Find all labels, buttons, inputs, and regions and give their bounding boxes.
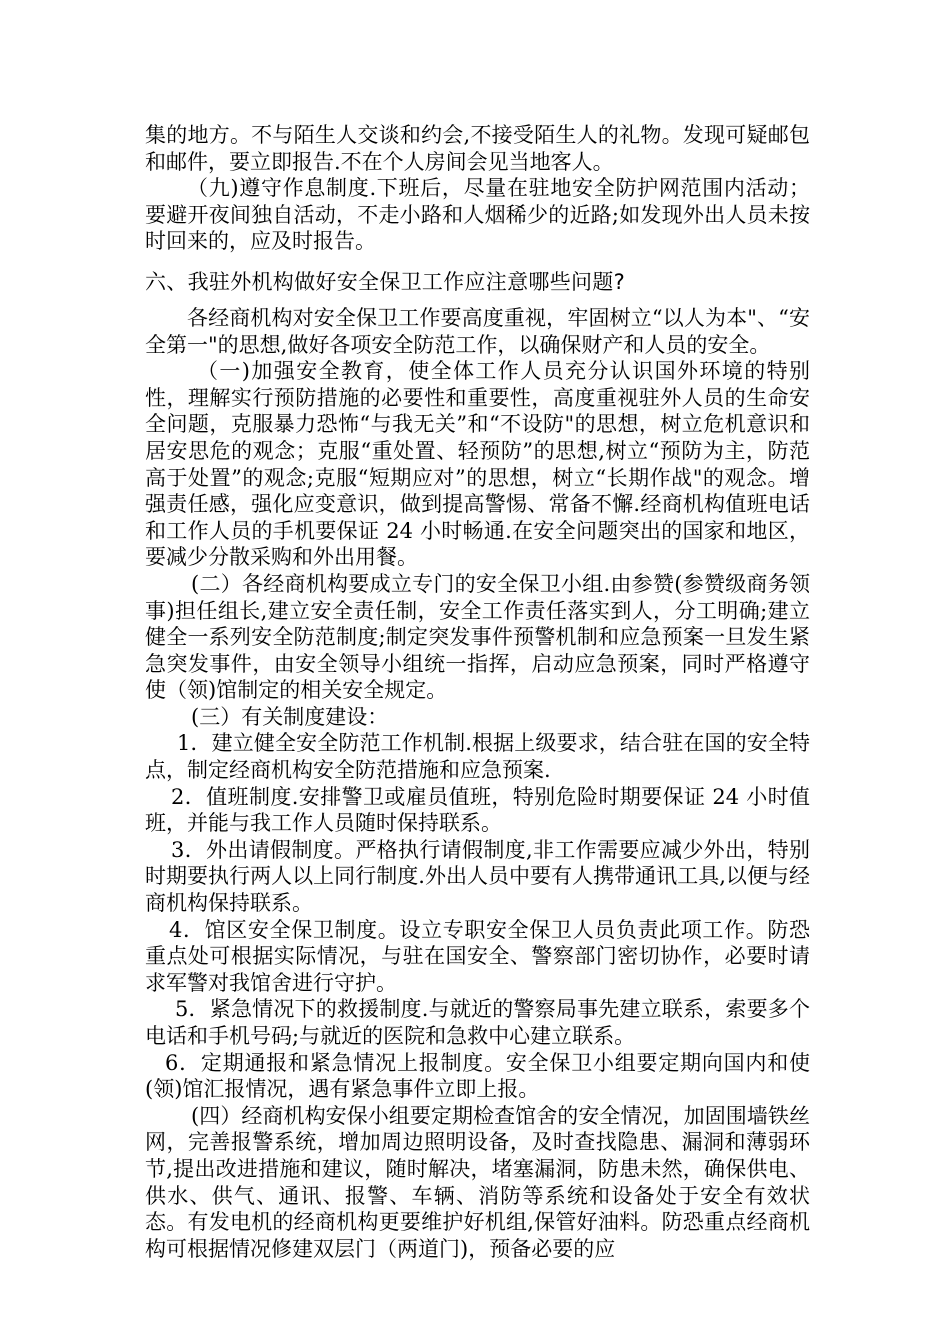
paragraph-sub-4: 4．馆区安全保卫制度。设立专职安全保卫人员负责此项工作。防恐重点处可根据实际情况，与驻在国安全、警察部门密切协作，必要时请求军警对我馆舍进行守护。 xyxy=(145,917,810,995)
document-body xyxy=(145,122,810,1262)
paragraph-item-4: (四）经商机构安保小组要定期检查馆舍的安全情况，加固围墙铁丝网，完善报警系统，增加周边照明设备，及时查找隐患、漏洞和薄弱环节,提出改进措施和建议，随时解决，堵塞漏洞，防患未然，确保供电、供水、供气、通讯、报警、车辆、消防等系统和设备处于安全有效状态。有发电机的经商机构更要维护好机组,保管好油料。防恐重点经商机构可根据情况修建双层门（两道门)，预备必要的应 xyxy=(145,1103,810,1261)
paragraph-item-2: (二）各经商机构要成立专门的安全保卫小组.由参赞(参赞级商务领事)担任组长,建立安全责任制，安全工作责任落实到人，分工明确;建立健全一系列安全防范制度;制定突发事件预警机制和应急预案一旦发生紧急突发事件，由安全领导小组统一指挥，启动应急预案，同时严格遵守使（领)馆制定的相关安全规定。 xyxy=(145,571,810,703)
paragraph-item-3-title: (三）有关制度建设： xyxy=(191,704,389,729)
paragraph-item-9: （九)遵守作息制度.下班后，尽量在驻地安全防护网范围内活动；要避开夜间独自活动，不走小路和人烟稀少的近路;如发现外出人员未按时回来的，应及时报告。 xyxy=(145,176,810,254)
section-heading-6: 六、我驻外机构做好安全保卫工作应注意哪些问题? xyxy=(145,269,626,294)
paragraph-continued-8: 集的地方。不与陌生人交谈和约会,不接受陌生人的礼物。发现可疑邮包和邮件，要立即报告.不在个人房间会见当地客人。 xyxy=(145,123,810,174)
paragraph-item-1: （一)加强安全教育，使全体工作人员充分认识国外环境的特别性，理解实行预防措施的必要性和重要性，高度重视驻外人员的生命安全问题，克服暴力恐怖“与我无关”和“不设防"的思想，树立危机意识和居安思危的观念；克服“重处置、轻预防”的思想,树立“预防为主，防范高于处置”的观念;克服“短期应对”的思想，树立“长期作战"的观念。增强责任感，强化应变意识，做到提高警惕、常备不懈.经商机构值班电话和工作人员的手机要保证 24 小时畅通.在安全问题突出的国家和地区，要减少分散采购和外出用餐。 xyxy=(145,359,810,570)
paragraph-intro: 各经商机构对安全保卫工作要高度重视，牢固树立“以人为本"、“安全第一"的思想,做好各项安全防范工作，以确保财产和人员的安全。 xyxy=(145,305,810,357)
paragraph-sub-1: 1．建立健全安全防范工作机制.根据上级要求，结合驻在国的安全特点，制定经商机构安全防范措施和应急预案. xyxy=(145,731,810,783)
paragraph-sub-2: 2．值班制度.安排警卫或雇员值班，特别危险时期要保证 24 小时值班，并能与我工作人员随时保持联系。 xyxy=(145,784,810,836)
paragraph-sub-6: 6．定期通报和紧急情况上报制度。安全保卫小组要定期向国内和使(领)馆汇报情况，遇有紧急事件立即上报。 xyxy=(145,1050,810,1102)
paragraph-sub-3: 3．外出请假制度。严格执行请假制度,非工作需要应减少外出，特别时期要执行两人以上同行制度.外出人员中要有人携带通讯工具,以便与经商机构保持联系。 xyxy=(145,837,810,916)
paragraph-sub-5: 5．紧急情况下的救援制度.与就近的警察局事先建立联系，索要多个电话和手机号码;与就近的医院和急救中心建立联系。 xyxy=(145,997,810,1048)
